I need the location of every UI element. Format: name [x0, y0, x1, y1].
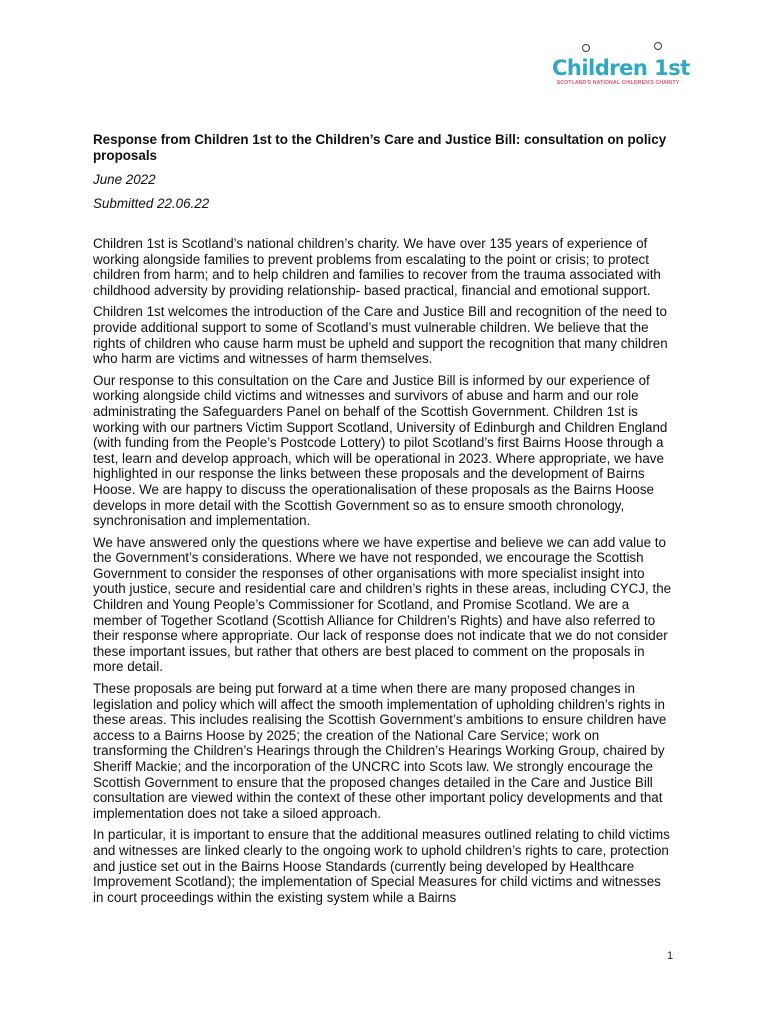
document-body [93, 132, 673, 911]
paragraph: Children 1st is Scotland’s national children’s charity. We have over 135 years of experience of working alongside families to prevent problems from escalating to the point or crisis; to protect children from harm; and to help children and families to recover from the trauma associated with childhood adversity by providing relationship- based practical, financial and emotional support. [93, 236, 661, 298]
page-number: 1 [667, 950, 674, 962]
logo-tagline: SCOTLAND'S NATIONAL CHILDREN'S CHARITY [556, 80, 680, 86]
paragraph: In particular, it is important to ensure that the additional measures outlined relating to child victims and witnesses are linked clearly to the ongoing work to uphold children’s rights to care, protection and justice set out in the Bairns Hoose Standards (currently being developed by Healthcare Improvement Scotland); the implementation of Special Measures for child victims and witnesses in court proceedings within the existing system while a Bairns [93, 827, 670, 905]
paragraphs [93, 236, 673, 905]
logo-dot-right-icon [654, 42, 662, 50]
document-date: June 2022 [93, 172, 156, 187]
document-title: Response from Children 1st to the Children’s Care and Justice Bill: consultation on policy proposals [93, 132, 667, 163]
paragraph: We have answered only the questions where we have expertise and believe we can add value to the Government’s considerations. Where we have not responded, we encourage the Scottish Government to consider the responses of other organisations with more specialist insight into youth justice, secure and residential care and children’s rights in these areas, including CYCJ, the Children and Young People’s Commissioner for Scotland, and Promise Scotland. We are a member of Together Scotland (Scottish Alliance for Children’s Rights) and have also referred to their response where appropriate. Our lack of response does not indicate that we do not consider these important issues, but rather that others are best placed to comment on the proposals in more detail. [93, 534, 672, 675]
paragraph: Children 1st welcomes the introduction of the Care and Justice Bill and recognition of the need to provide additional support to some of Scotland’s must vulnerable children. We believe that the rights of children who cause harm must be upheld and support the recognition that many children who harm are victims and witnesses of harm themselves. [93, 304, 668, 367]
children-1st-logo [552, 42, 690, 94]
paragraph: Our response to this consultation on the Care and Justice Bill is informed by our experience of working alongside child victims and witnesses and survivors of abuse and harm and our role administrating the Safeguarders Panel on behalf of the Scottish Government. Children 1st is working with our partners Victim Support Scotland, University of Edinburgh and Children England (with funding from the People’s Postcode Lottery) to pilot Scotland’s first Bairns Hoose through a test, learn and develop approach, which will be operational in 2023. Where appropriate, we have highlighted in our response the links between these proposals and the development of Bairns Hoose. We are happy to discuss the operationalisation of these proposals as the Bairns Hoose develops in more detail with the Scottish Government so as to ensure smooth chronology, synchronisation and implementation. [93, 372, 668, 529]
paragraph: These proposals are being put forward at a time when there are many proposed changes in legislation and policy which will affect the smooth implementation of upholding children’s rights in these areas. This includes realising the Scottish Government’s ambitions to ensure children have access to a Bairns Hoose by 2025; the creation of the National Care Service; work on transforming the Children’s Hearings through the Children’s Hearings Working Group, chaired by Sheriff Mackie; and the incorporation of the UNCRC into Scots law. We strongly encourage the Scottish Government to ensure that the proposed changes detailed in the Care and Justice Bill consultation are viewed within the context of these other important policy developments and that implementation does not take a siloed approach. [93, 681, 667, 821]
document-submitted: Submitted 22.06.22 [93, 196, 210, 211]
logo-text: Children 1st [552, 56, 690, 80]
logo-dot-left-icon [582, 44, 590, 52]
